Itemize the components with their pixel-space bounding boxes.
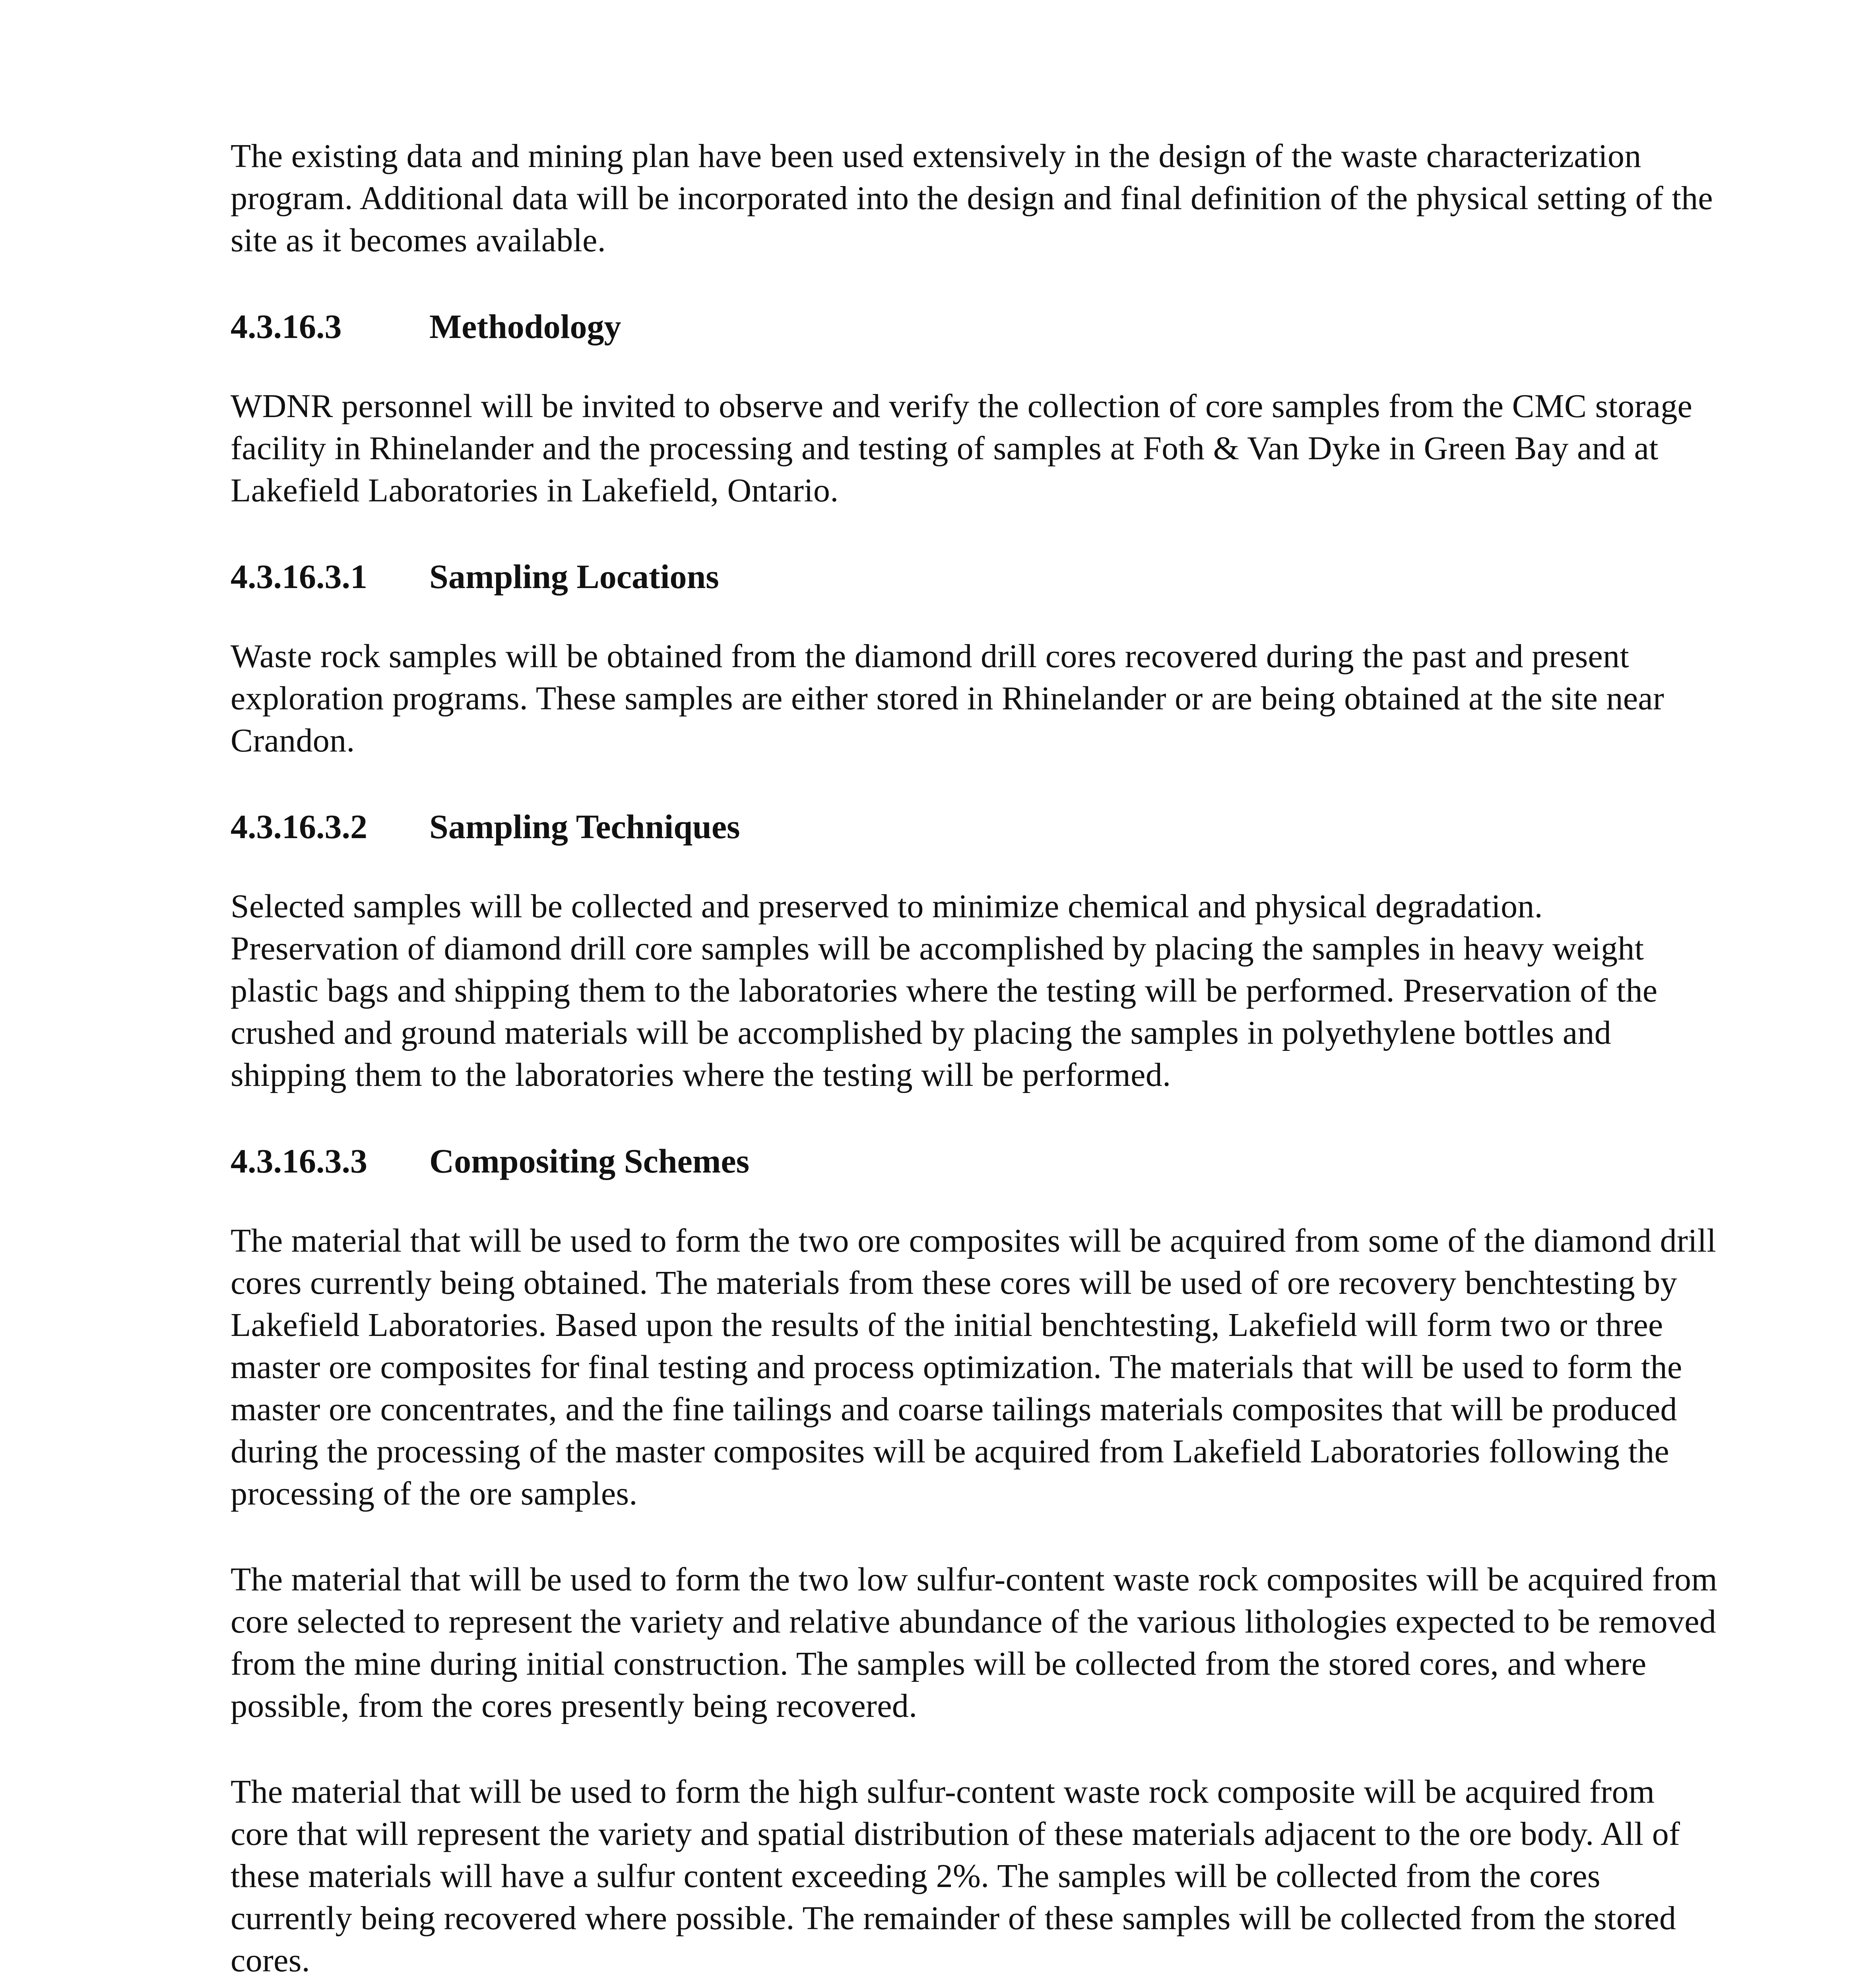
section-number: 4.3.16.3 — [231, 307, 342, 346]
section-heading-sampling-locations — [231, 555, 1717, 598]
sampling-techniques-paragraph: Selected samples will be collected and preserved to minimize chemical and physical degradation. Preservation of diamond drill core samples will be accomplished by placing the samples in heavy weight plastic bags and shipping them to the laboratories where the testing will be performed. Preservation of the crushed and ground materials will be accomplished by placing the samples in polyethylene bottles and shipping them to the laboratories where the testing will be performed. — [231, 888, 1658, 1093]
section-heading-compositing-schemes — [231, 1140, 1717, 1182]
section-number: 4.3.16.3.3 — [231, 1142, 367, 1180]
compositing-paragraph: The material that will be used to form the two ore composites will be acquired from some of the diamond drill cores currently being obtained. The materials from these cores will be used of ore recovery benchtesting by Lakefield Laboratories. Based upon the results of the initial benchtesting, Lakefield will form two or three master ore composites for final testing and process optimization. The materials that will be used to form the master ore concentrates, and the fine tailings and coarse tailings materials composites that will be produced during the processing of the master composites will be acquired from Lakefield Laboratories following the processing of the ore samples. — [231, 1222, 1717, 1512]
section-title: Methodology — [429, 307, 621, 346]
intro-paragraph: The existing data and mining plan have been used extensively in the design of the waste characterization program. Additional data will be incorporated into the design and final definition of the physical setting of the site as it becomes available. — [231, 138, 1713, 259]
compositing-paragraph: The material that will be used to form the two low sulfur-content waste rock composites will be acquired from core selected to represent the variety and relative abundance of the various lithologies expected to be removed from the mine during initial construction. The samples will be collected from the stored cores, and where possible, from the cores presently being recovered. — [231, 1561, 1717, 1724]
page-content — [231, 135, 1717, 1988]
section-title: Compositing Schemes — [429, 1142, 750, 1180]
section-heading-methodology — [231, 305, 1717, 348]
section-title: Sampling Techniques — [429, 808, 740, 846]
compositing-paragraph: The material that will be used to form the high sulfur-content waste rock composite will be acquired from core that will represent the variety and spatial distribution of these materials adjacent to the ore body. All of these materials will have a sulfur content exceeding 2%. The samples will be collected from the cores currently being recovered where possible. The remainder of these samples will be collected from the stored cores. — [231, 1773, 1680, 1979]
methodology-paragraph: WDNR personnel will be invited to observe and verify the collection of core samples from the CMC storage facility in Rhinelander and the processing and testing of samples at Foth & Van Dyke in Green Bay and at Lakefield Laboratories in Lakefield, Ontario. — [231, 388, 1693, 509]
section-title: Sampling Locations — [429, 557, 719, 596]
section-number: 4.3.16.3.1 — [231, 557, 367, 596]
sampling-locations-paragraph: Waste rock samples will be obtained from the diamond drill cores recovered during the past and present exploration programs. These samples are either stored in Rhinelander or are being obtained at the site near Crandon. — [231, 638, 1664, 759]
section-heading-sampling-techniques — [231, 806, 1717, 848]
section-number: 4.3.16.3.2 — [231, 808, 367, 846]
